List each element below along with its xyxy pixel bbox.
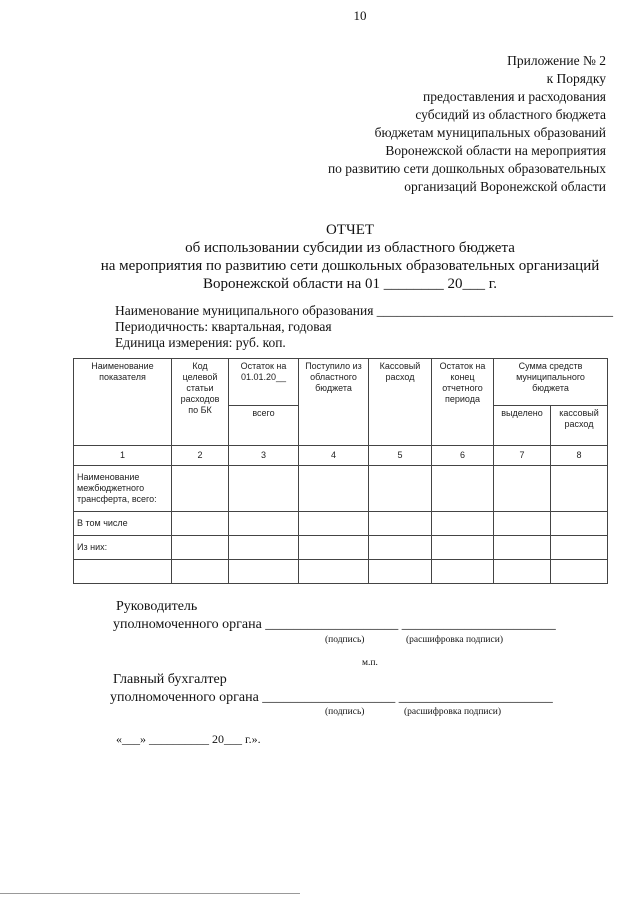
table-cell[interactable]	[494, 560, 551, 584]
table-cell[interactable]	[299, 536, 369, 560]
table-cell[interactable]	[494, 512, 551, 536]
table-cell[interactable]	[369, 466, 432, 512]
municipality-field: Наименование муниципального образования ___________________________________	[115, 303, 614, 318]
table-row	[74, 512, 608, 536]
appendix-line: бюджетам муниципальных образований	[374, 125, 606, 140]
table-cell[interactable]	[551, 560, 608, 584]
table-cell[interactable]	[172, 536, 229, 560]
table-cell[interactable]	[369, 560, 432, 584]
column-number: 1	[74, 446, 172, 466]
table-cell[interactable]	[551, 536, 608, 560]
column-number: 4	[299, 446, 369, 466]
appendix-line: к Порядку	[546, 71, 606, 86]
appendix-line: предоставления и расходования	[423, 89, 606, 104]
table-cell[interactable]	[432, 512, 494, 536]
header-municipal-funds: Сумма средств муниципального бюджета	[494, 359, 608, 406]
page-edge-line	[0, 893, 300, 894]
table-row	[74, 536, 608, 560]
page-number: 10	[353, 8, 367, 23]
table-cell[interactable]	[551, 512, 608, 536]
table-cell[interactable]	[229, 466, 299, 512]
table-cell[interactable]	[299, 466, 369, 512]
appendix-header	[186, 52, 606, 196]
accountant-decode-caption: (расшифровка подписи)	[404, 707, 501, 717]
stamp-place: м.п.	[362, 658, 378, 668]
accountant-signature-line: уполномоченного органа ___________________ ______________________	[110, 690, 553, 705]
header-allocated: выделено	[494, 406, 551, 446]
head-title: Руководитель	[116, 599, 198, 614]
title-line: ОТЧЕТ	[325, 222, 375, 238]
column-number: 5	[369, 446, 432, 466]
table-cell[interactable]	[432, 466, 494, 512]
appendix-line: организаций Воронежской области	[404, 179, 606, 194]
table-cell[interactable]	[432, 536, 494, 560]
title-line: Воронежской области на 01 ________ 20___ г.	[202, 276, 498, 292]
header-balance-total: всего	[229, 406, 299, 446]
table-row	[74, 560, 608, 584]
head-sign-caption: (подпись)	[325, 635, 365, 645]
head-decode-caption: (расшифровка подписи)	[406, 635, 503, 645]
report-meta	[115, 303, 613, 351]
table-cell[interactable]	[369, 512, 432, 536]
appendix-line: Воронежской области на мероприятия	[385, 143, 606, 158]
column-number: 8	[551, 446, 608, 466]
table-cell[interactable]	[494, 466, 551, 512]
appendix-line: субсидий из областного бюджета	[415, 107, 606, 122]
table-cell[interactable]	[369, 536, 432, 560]
appendix-line: по развитию сети дошкольных образовательных	[327, 161, 606, 176]
appendix-line: Приложение № 2	[507, 53, 606, 68]
table-cell[interactable]	[172, 466, 229, 512]
column-number: 2	[172, 446, 229, 466]
head-signature-line: уполномоченного органа ___________________ ______________________	[113, 617, 556, 632]
table-cell[interactable]	[299, 512, 369, 536]
column-number: 7	[494, 446, 551, 466]
table-cell[interactable]	[551, 466, 608, 512]
accountant-sign-caption: (подпись)	[325, 707, 365, 717]
row-label: В том числе	[74, 512, 172, 536]
table-cell[interactable]	[172, 512, 229, 536]
header-cash-expense: Кассовый расход	[369, 359, 432, 446]
table-cell[interactable]	[432, 560, 494, 584]
header-balance-end: Остаток на конец отчетного периода	[432, 359, 494, 446]
table-cell[interactable]	[229, 536, 299, 560]
title-line: на мероприятия по развитию сети дошкольных образовательных организаций	[100, 258, 600, 274]
header-received: Поступило из областного бюджета	[299, 359, 369, 446]
title-line: об использовании субсидии из областного бюджета	[185, 240, 515, 256]
unit-field: Единица измерения: руб. коп.	[115, 335, 286, 350]
column-number: 6	[432, 446, 494, 466]
table-cell[interactable]	[229, 512, 299, 536]
row-label: Наименование межбюджетного трансферта, всего:	[74, 466, 172, 512]
header-name: Наименование показателя	[74, 359, 172, 446]
header-balance-start: Остаток на 01.01.20__	[229, 359, 299, 406]
header-code: Код целевой статьи расходов по БК	[172, 359, 229, 446]
periodicity-field: Периодичность: квартальная, годовая	[115, 319, 332, 334]
table-cell[interactable]	[494, 536, 551, 560]
table-cell[interactable]	[229, 560, 299, 584]
row-label: Из них:	[74, 536, 172, 560]
row-label	[74, 560, 172, 584]
table-row	[74, 466, 608, 512]
column-number: 3	[229, 446, 299, 466]
date-line: «___» __________ 20___ г.».	[116, 732, 261, 746]
table-cell[interactable]	[172, 560, 229, 584]
report-title	[70, 221, 630, 293]
report-table	[73, 358, 608, 584]
header-municipal-cash: кассовый расход	[551, 406, 608, 446]
table-cell[interactable]	[299, 560, 369, 584]
accountant-title: Главный бухгалтер	[113, 672, 227, 687]
